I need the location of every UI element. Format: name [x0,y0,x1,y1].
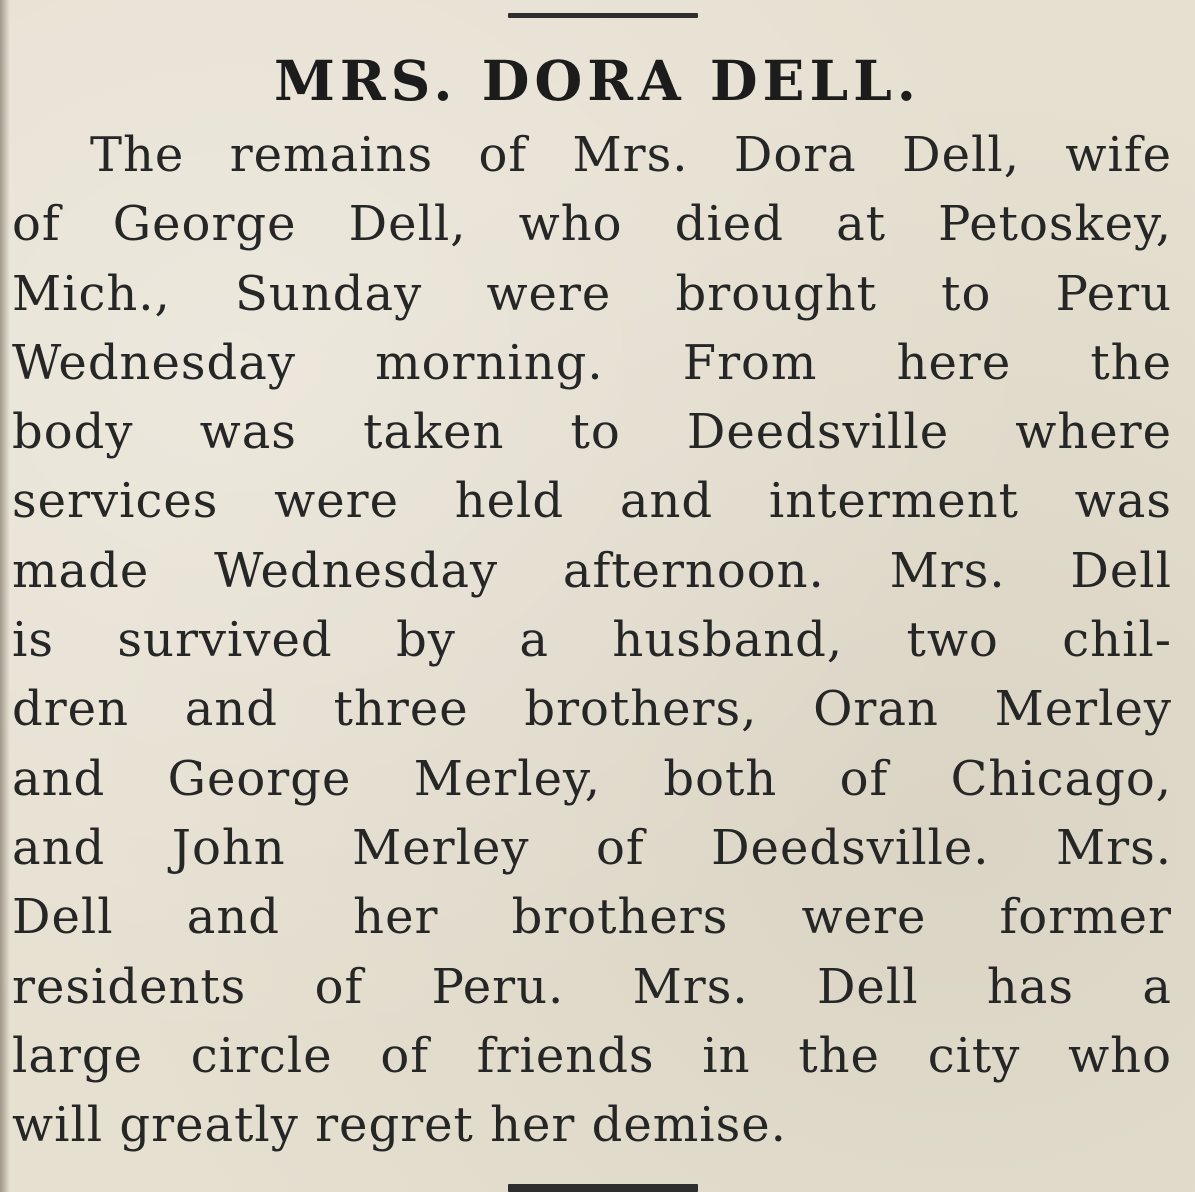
article-line: and George Merley, both of Chicago, [12,750,1172,807]
article-line: of George Dell, who died at Petoskey, [12,196,1172,253]
article-line: dren and three brothers, Oran Merley [12,681,1172,738]
article-line: and John Merley of Deedsville. Mrs. [12,819,1172,876]
article-line: large circle of friends in the city who [12,1027,1172,1084]
article-line: residents of Peru. Mrs. Dell has a [12,958,1172,1015]
article-line: Dell and her brothers were former [12,889,1172,946]
top-column-rule [508,13,698,18]
headline: MRS. DORA DELL. [274,48,921,113]
article-line: services were held and interment was [12,473,1172,530]
article-line: body was taken to Deedsville where [12,404,1172,461]
article-line: will greatly regret her demise. [12,1097,787,1154]
article-line: The remains of Mrs. Dora Dell, wife [90,127,1172,183]
page-edge-shadow [0,0,10,1192]
article-line: Mich., Sunday were brought to Peru [12,265,1172,322]
bottom-column-rule [508,1184,698,1192]
article-line: is survived by a husband, two chil- [12,612,1172,669]
article-line: Wednesday morning. From here the [12,334,1172,391]
article-body [12,121,1172,1160]
article-line: made Wednesday afternoon. Mrs. Dell [12,542,1172,599]
